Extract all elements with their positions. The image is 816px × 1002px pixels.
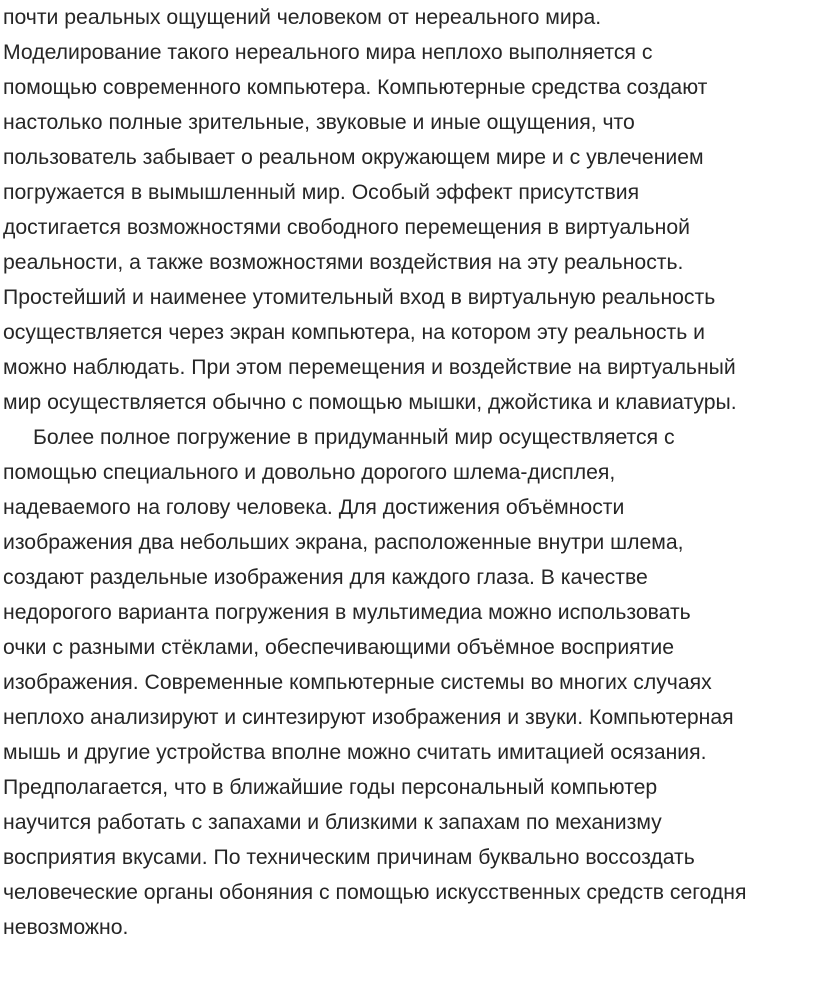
text-line: погружается в вымышленный мир. Особый эффект присутствия xyxy=(3,181,640,204)
text-line: недорогого варианта погружения в мультимедиа можно использовать xyxy=(3,601,691,624)
body-text xyxy=(3,0,815,945)
text-line: восприятия вкусами. По техническим причинам буквально воссоздать xyxy=(3,846,695,869)
text-line: осуществляется через экран компьютера, на котором эту реальность и xyxy=(3,321,706,344)
text-line: изображения два небольших экрана, расположенные внутри шлема, xyxy=(3,531,684,554)
text-line: почти реальных ощущений человеком от нереального мира. xyxy=(3,6,602,29)
text-line: очки с разными стёклами, обеспечивающими объёмное восприятие xyxy=(3,636,674,659)
text-line: неплохо анализируют и синтезируют изображения и звуки. Компьютерная xyxy=(3,706,734,729)
text-line: создают раздельные изображения для каждого глаза. В качестве xyxy=(3,566,648,589)
text-line: человеческие органы обоняния с помощью искусственных средств сегодня xyxy=(3,881,747,904)
text-line: Моделирование такого нереального мира неплохо выполняется с xyxy=(3,41,653,64)
text-line: можно наблюдать. При этом перемещения и воздействие на виртуальный xyxy=(3,356,736,379)
text-line: достигается возможностями свободного перемещения в виртуальной xyxy=(3,216,690,239)
text-line: невозможно. xyxy=(3,916,129,939)
text-line: пользователь забывает о реальном окружающем мире и с увлечением xyxy=(3,146,704,169)
text-line: надеваемого на голову человека. Для достижения объёмности xyxy=(3,496,625,519)
text-line: мышь и другие устройства вполне можно считать имитацией осязания. xyxy=(3,741,707,764)
text-line: настолько полные зрительные, звуковые и иные ощущения, что xyxy=(3,111,635,134)
text-line: научится работать с запахами и близкими к запахам по механизму xyxy=(3,811,662,834)
text-line: реальности, а также возможностями воздействия на эту реальность. xyxy=(3,251,684,274)
text-line: Простейший и наименее утомительный вход в виртуальную реальность xyxy=(3,286,716,309)
text-line: мир осуществляется обычно с помощью мышки, джойстика и клавиатуры. xyxy=(3,391,737,414)
text-line: Предполагается, что в ближайшие годы персональный компьютер xyxy=(3,776,658,799)
paragraph-first-line: Более полное погружение в придуманный мир осуществляется с xyxy=(33,426,675,449)
text-line: изображения. Современные компьютерные системы во многих случаях xyxy=(3,671,712,694)
text-line: помощью специального и довольно дорогого шлема-дисплея, xyxy=(3,461,616,484)
text-line: помощью современного компьютера. Компьютерные средства создают xyxy=(3,76,708,99)
